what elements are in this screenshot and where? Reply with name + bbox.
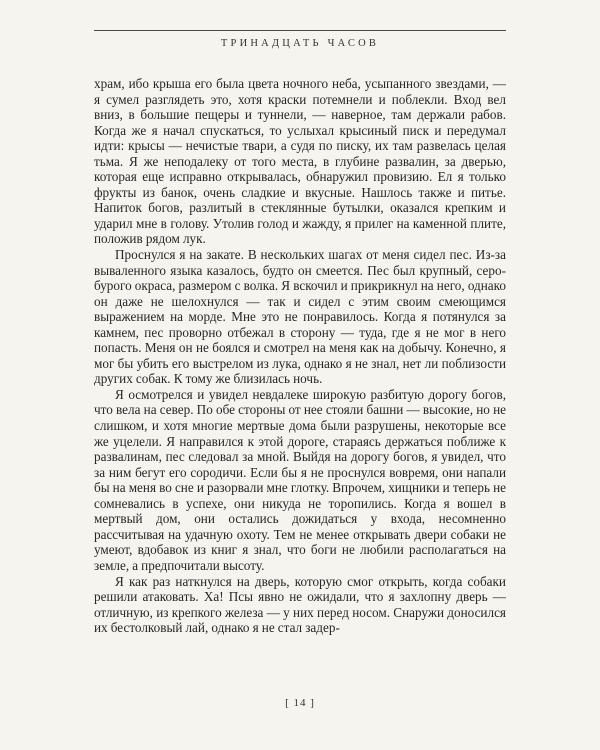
paragraph: Проснулся я на закате. В нескольких шагах от меня сидел пес. Из-за вываленного языка казалось, будто он смеется. Пес был крупный, серо-бурого окраса, размером с волка. Я вскочил и прикрикнул на него, однако он даже не шелохнулся — так и сидел с этим своим смеющимся выражением на морде. Мне это не понравилось. Когда я потянулся за камнем, пес проворно отбежал в сторону — туда, где я не мог в него попасть. Меня он не боялся и смотрел на меня как на добычу. Конечно, я мог бы убить его выстрелом из лука, однако я не знал, нет ли поблизости других собак. К тому же близилась ночь. xyxy=(94,247,506,387)
paragraph: Я осмотрелся и увидел невдалеке широкую разбитую дорогу богов, что вела на север. По обе стороны от нее стояли башни — высокие, но не слишком, и хотя многие мертвые дома были разрушены, некоторые все же уцелели. Я направился к этой дороге, стараясь держаться поближе к развалинам, пес следовал за мной. Выйдя на дорогу богов, я увидел, что за ним бегут его сородичи. Если бы я не проснулся вовремя, они напали бы на меня во сне и разорвали мне глотку. Впрочем, хищники и теперь не сомневались в успехе, они никуда не торопились. Когда я вошел в мертвый дом, они остались дожидаться у входа, несомненно рассчитывая на удачную охоту. Тем не менее открывать двери собаки не умеют, вдобавок из книг я знал, что боги не любили располагаться на земле, а предпочитали высоту. xyxy=(94,386,506,573)
header-rule xyxy=(94,30,506,31)
paragraph: храм, ибо крыша его была цвета ночного неба, усыпанного звездами, — я сумел разглядеть это, хотя краски потемнели и поблекли. Вход вел вниз, в большие пещеры и туннели, — наверное, там держали рабов. Когда же я начал спускаться, то услыхал крысиный писк и передумал идти: крысы — нечистые твари, а судя по писку, их там развелась целая тьма. Я же неподалеку от того места, в глубине развалин, за дверью, которая еще исправно открывалась, обнаружил провизию. Ел я только фрукты из банок, очень сладкие и вкусные. Нашлось также и питье. Напиток богов, разлитый в стеклянные бутылки, оказался крепким и ударил мне в голову. Утолив голод и жажду, я прилег на каменной плите, положив рядом лук. xyxy=(94,76,506,247)
page-body xyxy=(94,76,506,636)
book-title-header: ТРИНАДЦАТЬ ЧАСОВ xyxy=(220,38,380,49)
running-header xyxy=(94,0,506,49)
page-number: [ 14 ] xyxy=(285,697,315,709)
paragraph: Я как раз наткнулся на дверь, которую смог открыть, когда собаки решили атаковать. Ха! Псы явно не ожидали, что я захлопну дверь — отличную, из крепкого железа — у них перед носом. Снаружи доносился их бестолковый лай, однако я не стал задер- xyxy=(94,573,506,636)
